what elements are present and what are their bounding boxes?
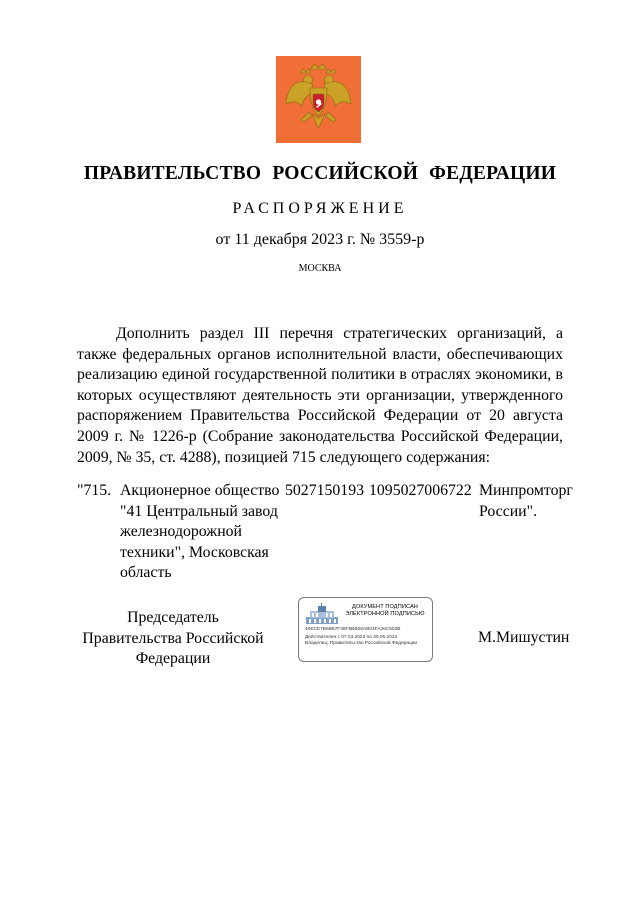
government-building-icon: [305, 603, 339, 625]
document-type: РАСПОРЯЖЕНИЕ: [232, 200, 408, 217]
document-date-number: от 11 декабря 2023 г. № 3559-р: [215, 231, 425, 248]
stamp-validity: Действителен с 07.03.2023 по 30.05.2024: [305, 635, 398, 640]
electronic-signature-stamp: [298, 597, 433, 662]
entry-ministry: Минпромторг России".: [479, 482, 573, 520]
entry-number: "715.: [77, 482, 112, 499]
government-title: ПРАВИТЕЛЬСТВО РОССИЙСКОЙ ФЕДЕРАЦИИ: [83, 163, 557, 184]
coat-of-arms-icon: [276, 56, 361, 143]
main-paragraph: Дополнить раздел III перечня стратегических организаций, а также федеральных органов исполнительной власти, обеспечивающих реализацию единой государственной политики в отраслях экономики, в которых осуществляют деятельность эти организации, утвержденного распоряжением Правительства Российской Федерации от 20 августа 2009 г. № 1226-р (Собрание законодательства Российской Федерации, 2009, № 35, ст. 4288), позицией 715 следующего содержания:: [77, 325, 563, 466]
stamp-owner: Владелец: Правительство Российской Федерации: [305, 641, 418, 646]
signatory-position: Председатель Правительства Российской Федерации: [82, 609, 264, 668]
entry-ogrn: 1095027006722: [369, 482, 472, 499]
entry-inn: 5027150193: [285, 482, 364, 499]
entry-organization-name: Акционерное общество "41 Центральный завод железнодорожной техники", Московская область: [120, 482, 280, 582]
stamp-title: ДОКУМЕНТ ПОДПИСАН ЭЛЕКТРОННОЙ ПОДПИСЬЮ: [345, 604, 425, 617]
stamp-certificate-id: 40ECE7B69B7F36F5BB06AB03FA26C503B: [305, 627, 401, 632]
signatory-name: М.Мишустин: [478, 629, 570, 646]
document-city: МОСКВА: [298, 263, 342, 274]
